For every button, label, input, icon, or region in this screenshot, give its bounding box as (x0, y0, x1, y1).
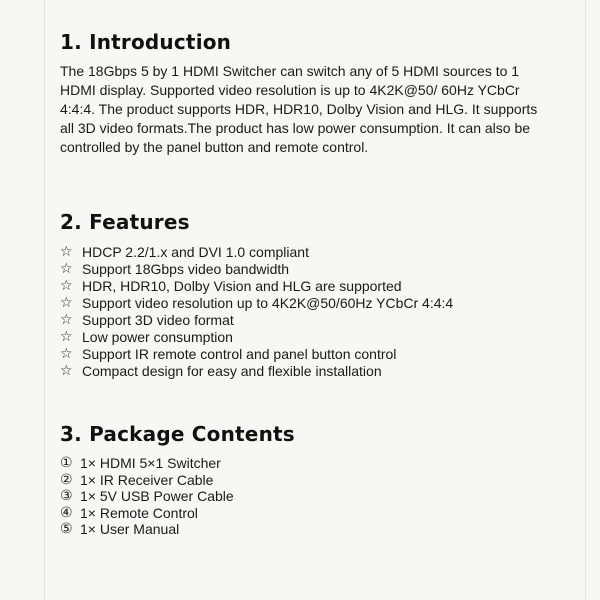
star-bullet-icon: ☆ (60, 261, 73, 277)
package-item (60, 505, 560, 522)
introduction-section (60, 30, 560, 157)
package-item (60, 521, 560, 538)
circled-number-icon: ④ (60, 504, 73, 521)
introduction-heading: 1. Introduction (60, 30, 232, 54)
feature-text: Support 18Gbps video bandwidth (82, 261, 290, 277)
feature-text: Support 3D video format (82, 312, 234, 328)
package-contents-heading: 3. Package Contents (60, 422, 295, 446)
feature-item (60, 261, 560, 278)
paper-fold-line-left (44, 0, 45, 600)
star-bullet-icon: ☆ (60, 278, 73, 294)
package-item-text: 1× 5V USB Power Cable (80, 488, 234, 504)
package-item (60, 488, 560, 505)
star-bullet-icon: ☆ (60, 346, 73, 362)
star-bullet-icon: ☆ (60, 295, 73, 311)
package-item-text: 1× HDMI 5×1 Switcher (80, 455, 221, 471)
package-item-text: 1× IR Receiver Cable (80, 471, 214, 488)
feature-item (60, 278, 560, 295)
star-bullet-icon: ☆ (60, 312, 73, 328)
package-item-text: 1× User Manual (80, 521, 180, 537)
introduction-text: The 18Gbps 5 by 1 HDMI Switcher can switch any of 5 HDMI sources to 1 HDMI display. Supported video resolution is up to 4K2K@50/ 60Hz YCbCr 4:4:4. The product supports HDR, HDR10, Dolby Vision and HLG. It supports all 3D video formats.The product has low power consumption. It can also be controlled by the panel button and remote control. (60, 63, 538, 155)
feature-item (60, 329, 560, 346)
circled-number-icon: ⑤ (60, 521, 73, 537)
feature-item (60, 244, 560, 261)
paper-fold-line-right (585, 0, 586, 600)
package-contents-section (60, 422, 560, 538)
feature-text: HDCP 2.2/1.x and DVI 1.0 compliant (82, 244, 309, 260)
package-item (60, 455, 560, 472)
star-bullet-icon: ☆ (60, 363, 73, 379)
feature-item (60, 346, 560, 363)
feature-item (60, 312, 560, 329)
circled-number-icon: ① (60, 455, 73, 471)
feature-item (60, 363, 560, 380)
feature-item (60, 295, 560, 312)
feature-text: Support IR remote control and panel button control (82, 346, 397, 362)
features-list (60, 244, 560, 380)
package-contents-list (60, 455, 560, 538)
feature-text: Support video resolution up to 4K2K@50/60Hz YCbCr 4:4:4 (82, 295, 454, 311)
circled-number-icon: ③ (60, 488, 73, 504)
features-section (60, 210, 560, 380)
package-item-text: 1× Remote Control (80, 504, 198, 521)
feature-text: Compact design for easy and flexible installation (82, 363, 382, 379)
feature-text: Low power consumption (82, 329, 233, 345)
star-bullet-icon: ☆ (60, 244, 73, 260)
features-heading: 2. Features (60, 210, 190, 234)
feature-text: HDR, HDR10, Dolby Vision and HLG are supported (82, 278, 402, 294)
package-item (60, 472, 560, 489)
star-bullet-icon: ☆ (60, 329, 73, 345)
circled-number-icon: ② (60, 471, 73, 488)
